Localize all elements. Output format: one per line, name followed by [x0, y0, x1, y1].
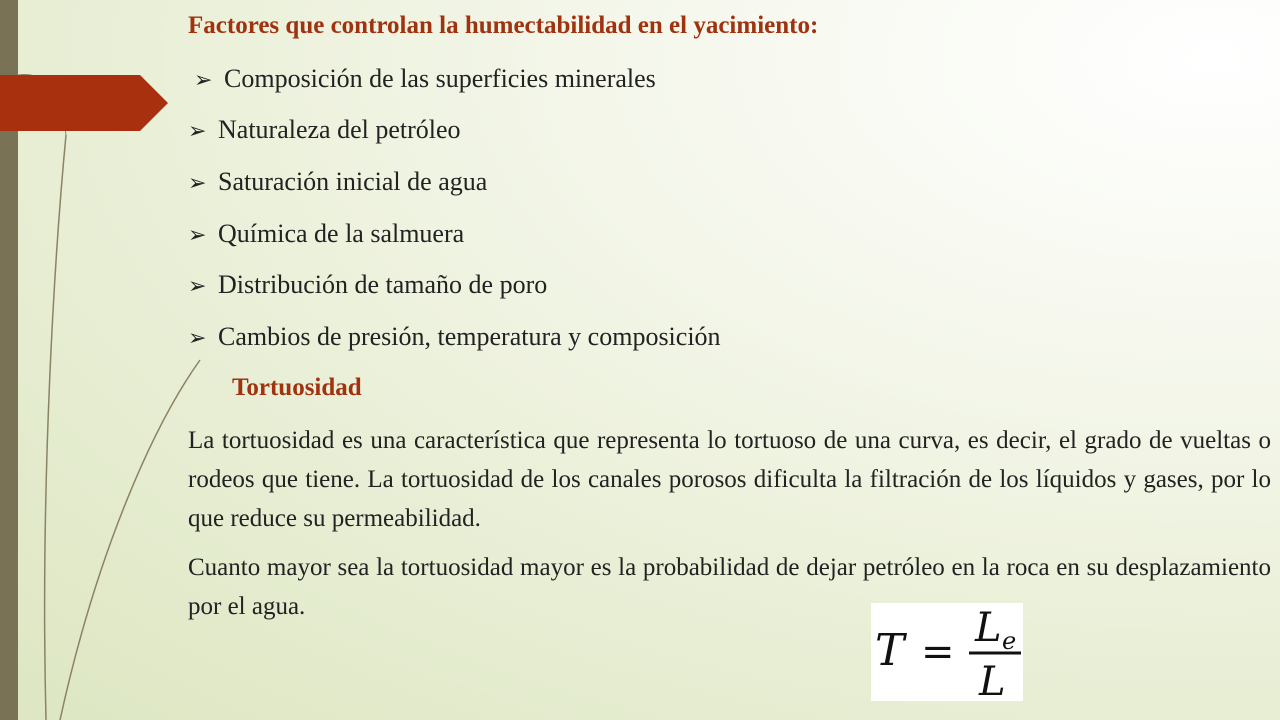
section-heading: Factores que controlan la humectabilidad en el yacimiento:: [188, 12, 819, 39]
arrowhead-bullet-icon: ➢: [194, 68, 213, 93]
arrowhead-bullet-icon: ➢: [188, 119, 207, 144]
bullet-item: [194, 64, 656, 94]
formula-lhs: T: [875, 625, 905, 676]
bullet-item: [188, 322, 721, 352]
bullet-item: [188, 219, 464, 249]
bullet-text: Naturaleza del petróleo: [218, 115, 461, 144]
bullet-item: [188, 167, 487, 197]
tortuosity-formula: [871, 603, 1023, 701]
bullet-item: [188, 115, 461, 145]
bullet-text: Química de la salmuera: [218, 219, 465, 248]
bullet-text: Cambios de presión, temperatura y composición: [218, 322, 721, 351]
bullet-item: [188, 270, 547, 300]
bullet-text: Distribución de tamaño de poro: [218, 270, 548, 299]
arrowhead-bullet-icon: ➢: [188, 223, 207, 248]
formula-numerator: L: [975, 605, 1002, 651]
paragraph-consequence: Cuanto mayor sea la tortuosidad mayor es la probabilidad de dejar petróleo en la roca en su desplazamiento por el agua.: [188, 554, 1271, 620]
bullet-text: Composición de las superficies minerales: [224, 64, 656, 93]
arrow-tab-icon: [0, 75, 170, 131]
bullet-text: Saturación inicial de agua: [218, 167, 488, 196]
paragraph-definition: La tortuosidad es una característica que representa lo tortuoso de una curva, es decir, el grado de vueltas o rodeos que tiene. La tortuosidad de los canales porosos dificulta la filtración de los líquidos y gases, por lo que reduce su permeabilidad.: [188, 427, 1271, 532]
formula-equals: =: [921, 629, 955, 675]
arrowhead-bullet-icon: ➢: [188, 326, 207, 351]
formula-denominator: L: [979, 659, 1006, 701]
arrowhead-bullet-icon: ➢: [188, 171, 207, 196]
arrowhead-bullet-icon: ➢: [188, 274, 207, 299]
formula-numerator-subscript: e: [1002, 627, 1017, 655]
subheading-tortuosidad: Tortuosidad: [232, 374, 362, 401]
